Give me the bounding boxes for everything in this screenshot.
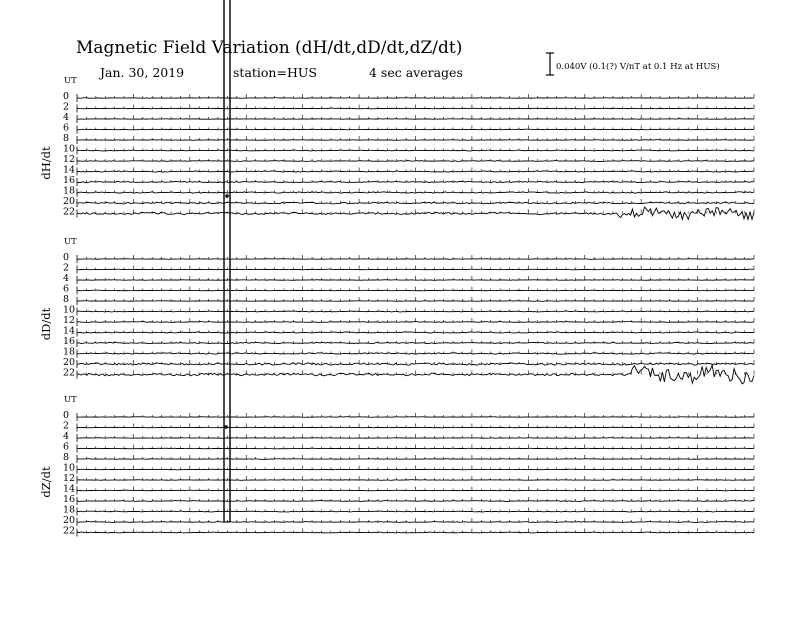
row-label-2: 2: [63, 420, 70, 432]
row-label-12: 12: [63, 154, 76, 165]
ut-label: UT: [64, 237, 77, 247]
row-label-6: 6: [63, 122, 70, 134]
row-label-2: 2: [63, 101, 70, 113]
trace-dD-dt-0: [77, 259, 754, 260]
row-label-0: 0: [63, 252, 70, 263]
row-label-10: 10: [63, 462, 76, 474]
trace-dH-dt-6: [77, 129, 754, 130]
trace-dZ-dt-2: [77, 427, 754, 428]
row-label-16: 16: [63, 175, 76, 186]
trace-dH-dt-12: [77, 161, 754, 162]
trace-dZ-dt-8: [77, 459, 754, 460]
row-label-18: 18: [63, 185, 76, 197]
row-label-12: 12: [63, 315, 76, 326]
station-label: station=HUS: [233, 65, 317, 80]
panel-dH-dt: [39, 76, 754, 220]
ut-label: UT: [64, 395, 77, 405]
row-label-8: 8: [63, 133, 70, 144]
panels: [39, 76, 754, 537]
row-label-22: 22: [63, 525, 76, 537]
scale-bar: [546, 53, 554, 75]
date-label: Jan. 30, 2019: [100, 65, 185, 80]
trace-dH-dt-0: [77, 98, 754, 99]
trace-dZ-dt-22: [77, 532, 754, 533]
row-label-22: 22: [63, 367, 76, 379]
trace-dH-dt-2: [77, 108, 754, 109]
row-label-8: 8: [63, 452, 70, 463]
panel-dZ-dt: [39, 395, 754, 537]
row-label-14: 14: [63, 325, 76, 337]
trace-dZ-dt-6: [77, 448, 754, 449]
row-label-18: 18: [63, 504, 76, 516]
row-label-16: 16: [63, 336, 76, 347]
row-label-4: 4: [63, 431, 70, 442]
row-label-6: 6: [63, 283, 70, 295]
trace-dD-dt-12: [77, 322, 754, 323]
trace-dH-dt-8: [77, 140, 754, 141]
row-label-2: 2: [63, 262, 70, 274]
row-label-20: 20: [63, 196, 76, 207]
row-label-0: 0: [63, 410, 70, 421]
trace-dZ-dt-0: [77, 417, 754, 418]
row-label-20: 20: [63, 515, 76, 526]
trace-dD-dt-10: [77, 311, 754, 312]
panel-ylabel: dD/dt: [39, 307, 53, 341]
trace-dZ-dt-10: [77, 469, 754, 470]
panel-ylabel: dH/dt: [39, 146, 53, 180]
panel-dD-dt: [39, 237, 754, 384]
trace-dD-dt-8: [77, 301, 754, 302]
trace-dZ-dt-18: [77, 511, 754, 512]
ut-label: UT: [64, 76, 77, 86]
row-label-22: 22: [63, 206, 76, 218]
averaging-label: 4 sec averages: [369, 65, 463, 80]
spike-artifact: [224, 0, 230, 522]
trace-dZ-dt-16: [77, 501, 754, 502]
row-label-14: 14: [63, 483, 76, 495]
trace-dH-dt-10: [77, 150, 754, 151]
trace-dD-dt-6: [77, 290, 754, 291]
row-label-0: 0: [63, 91, 70, 102]
row-label-4: 4: [63, 112, 70, 123]
row-label-8: 8: [63, 294, 70, 305]
trace-dZ-dt-20: [77, 522, 754, 523]
row-label-14: 14: [63, 164, 76, 176]
row-label-20: 20: [63, 357, 76, 368]
panel-ylabel: dZ/dt: [39, 466, 53, 498]
row-label-10: 10: [63, 143, 76, 155]
row-label-6: 6: [63, 441, 70, 453]
trace-dD-dt-2: [77, 269, 754, 270]
scale-note: 0.040V (0.1(?) V/nT at 0.1 Hz at HUS): [556, 62, 720, 72]
row-label-12: 12: [63, 473, 76, 484]
row-label-10: 10: [63, 304, 76, 316]
row-label-4: 4: [63, 273, 70, 284]
trace-dZ-dt-14: [77, 490, 754, 491]
row-label-16: 16: [63, 494, 76, 505]
row-label-18: 18: [63, 346, 76, 358]
trace-dZ-dt-12: [77, 480, 754, 481]
trace-dH-dt-14: [77, 171, 754, 172]
trace-dZ-dt-4: [77, 438, 754, 439]
figure-title: Magnetic Field Variation (dH/dt,dD/dt,dZ/dt): [76, 38, 463, 58]
trace-dD-dt-4: [77, 280, 754, 281]
